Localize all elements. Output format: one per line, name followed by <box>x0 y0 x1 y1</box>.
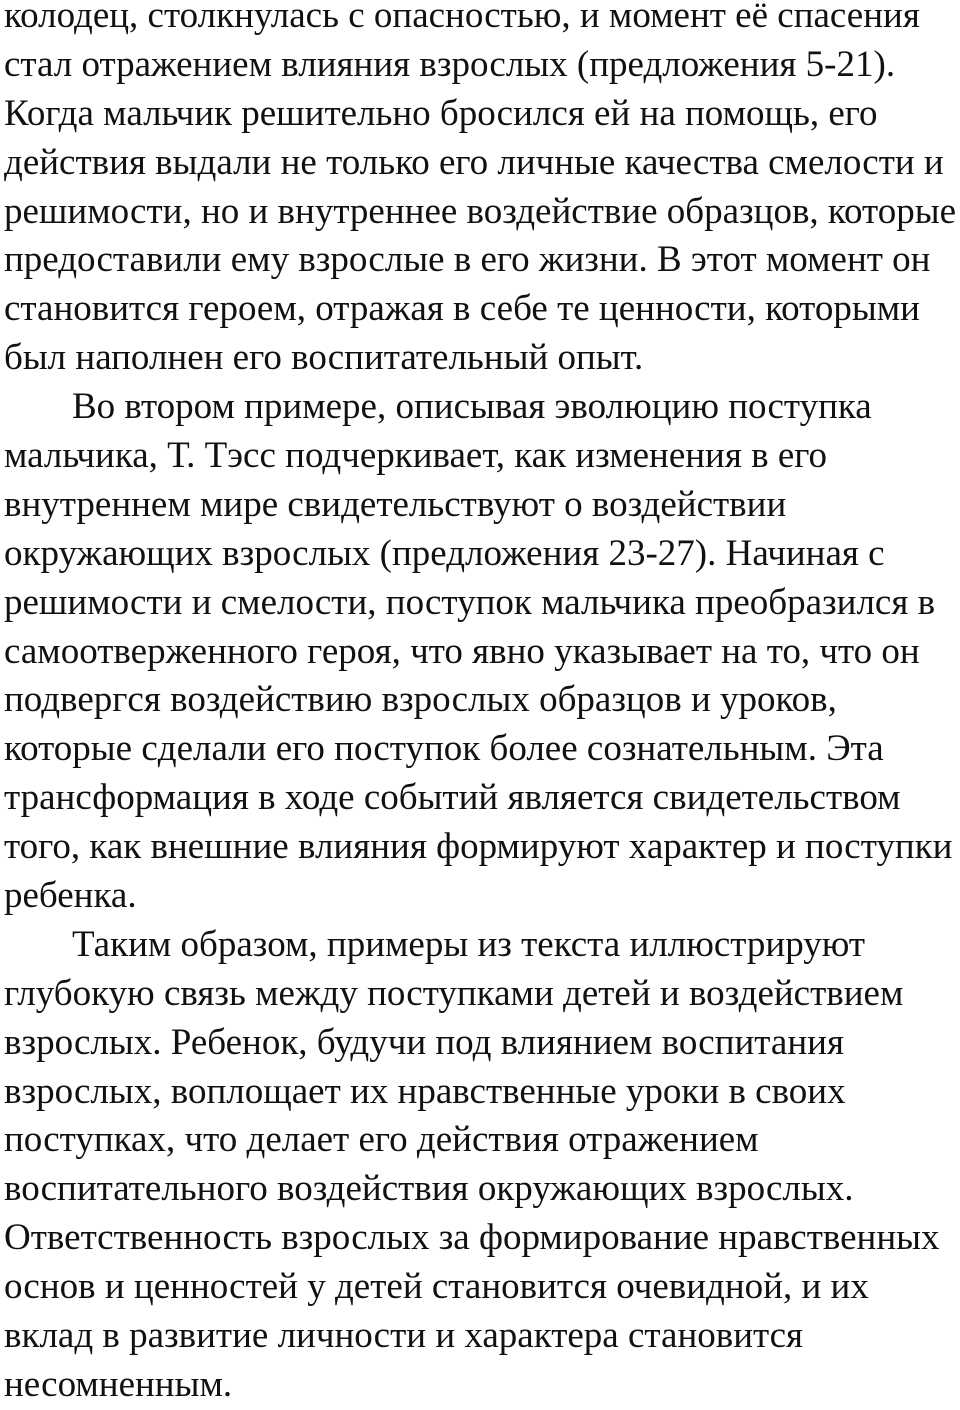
text-line: стал отражением влияния взрослых (предложения 5-21). <box>4 43 896 85</box>
text-line: основ и ценностей у детей становится очевидной, и их <box>4 1266 869 1308</box>
text-line: самоотверженного героя, что явно указывает на то, что он <box>4 630 920 672</box>
text-line: Ответственность взрослых за формирование нравственных <box>4 1217 940 1259</box>
document-page <box>4 0 960 1410</box>
text-line: трансформация в ходе событий является свидетельством <box>4 777 901 819</box>
text-line: вклад в развитие личности и характера становится <box>4 1315 804 1357</box>
text-line: которые сделали его поступок более сознательным. Эта <box>4 728 884 770</box>
text-line: предоставили ему взрослые в его жизни. В этот момент он <box>4 239 931 281</box>
text-line: поступках, что делает его действия отражением <box>4 1119 759 1161</box>
text-line: решимости, но и внутреннее воздействие образцов, которые <box>4 190 957 232</box>
text-line: несомненным. <box>4 1363 233 1405</box>
text-line: глубокую связь между поступками детей и воздействием <box>4 972 904 1014</box>
paragraph-2 <box>4 383 960 921</box>
text-line: был наполнен его воспитательный опыт. <box>4 337 644 379</box>
text-line: колодец, столкнулась с опасностью, и момент её спасения <box>4 0 920 36</box>
text-line: взрослых. Ребенок, будучи под влиянием воспитания <box>4 1021 844 1063</box>
text-line: решимости и смелости, поступок мальчика преобразился в <box>4 581 936 623</box>
paragraph-1 <box>4 0 960 383</box>
text-line: действия выдали не только его личные качества смелости и <box>4 141 944 183</box>
text-line: Во втором примере, описывая эволюцию поступка <box>72 386 872 428</box>
text-line: окружающих взрослых (предложения 23-27). Начиная с <box>4 532 885 574</box>
text-line: того, как внешние влияния формируют характер и поступки <box>4 826 953 868</box>
text-line: ребенка. <box>4 875 137 917</box>
text-line: мальчика, Т. Тэсс подчеркивает, как изменения в его <box>4 435 828 477</box>
text-line: подвергся воздействию взрослых образцов и уроков, <box>4 679 837 721</box>
text-line: Когда мальчик решительно бросился ей на помощь, его <box>4 92 878 134</box>
text-line: становится героем, отражая в себе те ценности, которыми <box>4 288 920 330</box>
text-line: Таким образом, примеры из текста иллюстрируют <box>72 923 866 965</box>
text-line: внутреннем мире свидетельствуют о воздействии <box>4 483 787 525</box>
text-line: воспитательного воздействия окружающих взрослых. <box>4 1168 854 1210</box>
text-line: взрослых, воплощает их нравственные уроки в своих <box>4 1070 846 1112</box>
paragraph-3 <box>4 921 960 1410</box>
